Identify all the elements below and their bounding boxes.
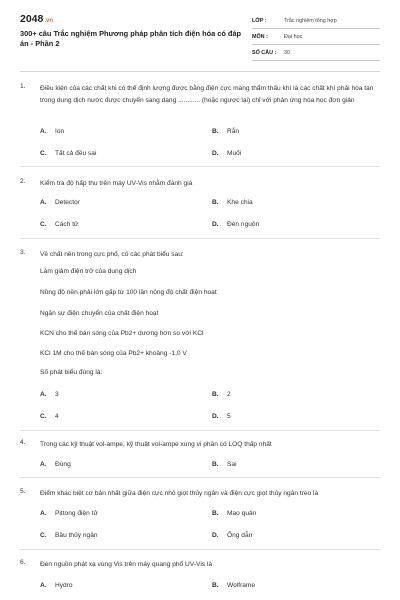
statement-2: Nồng độ nền phải lớn gấp từ 100 lần nồng độ chất điện hoạt — [40, 289, 217, 296]
question-text: Về chất nền trong cực phổ, có các phát biểu sau: — [40, 251, 184, 258]
question-text: Trong các kỹ thuật vol-ampe, kỹ thuật vol-ampe xung vi phân có LOQ thấp nhất — [40, 441, 272, 448]
question-divider — [20, 166, 380, 167]
option-c[interactable]: C. 4 — [40, 413, 59, 420]
question-divider — [20, 477, 380, 478]
option-a[interactable]: A. Hydro — [40, 582, 73, 589]
option-c[interactable]: C. Cách tử — [40, 221, 79, 228]
option-b[interactable]: B. Rắn — [212, 128, 240, 135]
meta-label: SỐ CÂU : — [252, 50, 277, 56]
logo-domain: .vn — [44, 18, 54, 24]
question-number: 4. — [20, 439, 26, 446]
header-divider — [20, 71, 380, 72]
meta-value: Trắc nghiệm tổng hợp — [284, 18, 337, 24]
statement-prompt: Số phát biểu đúng là: — [40, 369, 103, 376]
option-b[interactable]: B. 2 — [212, 391, 231, 398]
option-b[interactable]: B. Khe chia — [212, 199, 253, 206]
option-d[interactable]: D. Muối — [212, 150, 242, 157]
question-divider — [20, 238, 380, 239]
question-number: 1. — [20, 83, 26, 90]
meta-label: MÔN : — [252, 34, 268, 40]
document-header — [0, 0, 400, 66]
meta-value: Đại học — [284, 34, 303, 40]
statement-4: KCN cho thế bán sóng của Pb2+ dương hơn so với KCl — [40, 330, 204, 337]
question-text: Điều kiện của các chất khi có thế định lượng được bằng điện cực màng thẩm thấu khí là các chất khí phải hòa tan trong dung dịch nước được chuyển sang dạng ............ (hoặc ngược lại) chỉ với phản ứng hóa học đơn giản — [40, 85, 374, 104]
option-c[interactable]: C. Bầu thủy ngân — [40, 532, 98, 539]
meta-row-subject — [252, 29, 380, 45]
logo-text: 2048 — [20, 13, 44, 25]
statement-1: Làm giảm điện trở của dung dịch — [40, 268, 137, 275]
question-text: Kiểm tra độ hấp thu trên máy UV-Vis nhằm đánh giá — [40, 180, 193, 187]
option-a[interactable]: A. 3 — [40, 391, 59, 398]
question-divider — [20, 430, 380, 431]
statement-5: KCl 1M cho thế bán sóng của Pb2+ khoảng -1,0 V — [40, 350, 187, 357]
option-a[interactable]: A. Pittong điện tử — [40, 510, 98, 517]
meta-row-class — [252, 13, 380, 29]
option-a[interactable]: A. Detector — [40, 199, 80, 206]
option-b[interactable]: B. Mao quản — [212, 510, 257, 517]
question-text: Đèn nguồn phát xạ vùng Vis trên máy quang phổ UV-Vis là — [40, 561, 213, 568]
question-number: 5. — [20, 488, 26, 495]
question-number: 2. — [20, 178, 26, 185]
option-a[interactable]: A. Ion — [40, 128, 65, 135]
option-d[interactable]: D. Ống dẫn — [212, 532, 253, 539]
document-title: 300+ câu Trắc nghiệm Phương pháp phân tích điện hóa có đáp án - Phần 2 — [20, 29, 242, 48]
statement-3: Ngăn sự điện chuyển của chất điện hoạt — [40, 310, 159, 317]
option-b[interactable]: B. Wolframe — [212, 582, 256, 589]
meta-value: 30 — [284, 50, 290, 56]
option-a[interactable]: A. Đúng — [40, 461, 71, 468]
question-text: Điểm khác biệt cơ bản nhất giữa điện cực nhỏ giọt thủy ngân và điện cực giọt thủy ngân treo là — [40, 490, 319, 497]
option-d[interactable]: D. 5 — [212, 413, 231, 420]
option-c[interactable]: C. Tất cả đều sai — [40, 150, 97, 157]
question-divider — [20, 549, 380, 550]
question-number: 3. — [20, 249, 26, 256]
site-logo[interactable] — [20, 13, 53, 25]
question-number: 6. — [20, 559, 26, 566]
meta-label: LỚP : — [252, 18, 267, 24]
option-d[interactable]: D. Đèn nguồn — [212, 221, 260, 228]
option-b[interactable]: B. Sai — [212, 461, 237, 468]
document-meta — [252, 13, 380, 61]
meta-row-count — [252, 45, 380, 61]
